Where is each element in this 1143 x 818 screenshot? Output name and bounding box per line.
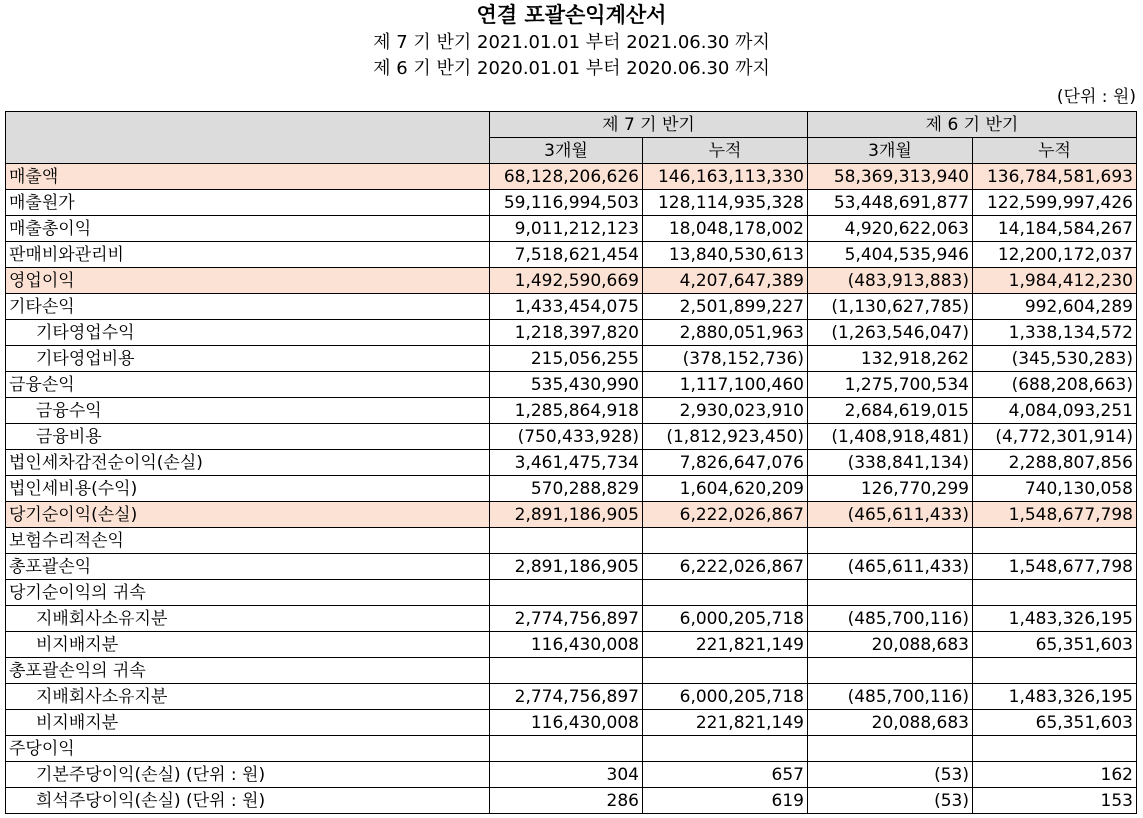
value-cell: 2,774,756,897	[490, 606, 643, 632]
row-label: 매출액	[6, 164, 490, 190]
value-cell: 304	[490, 762, 643, 788]
period-current: 제 7 기 반기 2021.01.01 부터 2021.06.30 까지	[373, 32, 770, 53]
value-cell: 1,285,864,918	[490, 398, 643, 424]
value-cell	[490, 528, 643, 554]
value-cell: (483,913,883)	[808, 268, 973, 294]
row-label: 주당이익	[6, 736, 490, 762]
header-cumulative-current: 누적	[643, 138, 808, 164]
value-cell: 6,222,026,867	[643, 502, 808, 528]
value-cell: 6,222,026,867	[643, 554, 808, 580]
value-cell: 215,056,255	[490, 346, 643, 372]
row-label: 금융수익	[6, 398, 490, 424]
value-cell: 20,088,683	[808, 632, 973, 658]
value-cell: 122,599,997,426	[973, 190, 1137, 216]
row-label: 당기순이익(손실)	[6, 502, 490, 528]
table-row	[6, 684, 1137, 710]
value-cell: (53)	[808, 788, 973, 814]
value-cell: 162	[973, 762, 1137, 788]
table-row	[6, 528, 1137, 554]
value-cell	[808, 580, 973, 606]
value-cell: 4,207,647,389	[643, 268, 808, 294]
row-label: 법인세차감전순이익(손실)	[6, 450, 490, 476]
table-row	[6, 346, 1137, 372]
table-row	[6, 320, 1137, 346]
value-cell: (1,812,923,450)	[643, 424, 808, 450]
table-row	[6, 268, 1137, 294]
table-row	[6, 450, 1137, 476]
row-label: 총포괄손익의 귀속	[6, 658, 490, 684]
value-cell: (688,208,663)	[973, 372, 1137, 398]
statement-title: 연결 포괄손익계산서	[476, 3, 667, 27]
value-cell: 7,518,621,454	[490, 242, 643, 268]
value-cell	[643, 580, 808, 606]
value-cell: 535,430,990	[490, 372, 643, 398]
row-label: 기타손익	[6, 294, 490, 320]
value-cell: 286	[490, 788, 643, 814]
value-cell: 1,338,134,572	[973, 320, 1137, 346]
value-cell	[808, 658, 973, 684]
table-row	[6, 788, 1137, 814]
value-cell: 128,114,935,328	[643, 190, 808, 216]
row-label: 지배회사소유지분	[6, 684, 490, 710]
row-label: 기본주당이익(손실) (단위 : 원)	[6, 762, 490, 788]
value-cell	[490, 736, 643, 762]
header-blank-cell	[6, 112, 490, 164]
value-cell: 5,404,535,946	[808, 242, 973, 268]
value-cell: 6,000,205,718	[643, 606, 808, 632]
value-cell	[643, 736, 808, 762]
value-cell: 1,275,700,534	[808, 372, 973, 398]
table-row	[6, 606, 1137, 632]
value-cell: 58,369,313,940	[808, 164, 973, 190]
table-row	[6, 502, 1137, 528]
value-cell: 1,604,620,209	[643, 476, 808, 502]
period-prior: 제 6 기 반기 2020.01.01 부터 2020.06.30 까지	[373, 58, 770, 79]
row-label: 매출총이익	[6, 216, 490, 242]
value-cell: 146,163,113,330	[643, 164, 808, 190]
header-period-current: 제 7 기 반기	[490, 112, 808, 138]
value-cell: 59,116,994,503	[490, 190, 643, 216]
value-cell: 1,433,454,075	[490, 294, 643, 320]
value-cell: 1,548,677,798	[973, 502, 1137, 528]
row-label: 금융손익	[6, 372, 490, 398]
value-cell: 2,930,023,910	[643, 398, 808, 424]
table-row	[6, 398, 1137, 424]
value-cell: 1,483,326,195	[973, 606, 1137, 632]
value-cell	[643, 528, 808, 554]
value-cell	[643, 658, 808, 684]
header-cumulative-prior: 누적	[973, 138, 1137, 164]
value-cell: 1,218,397,820	[490, 320, 643, 346]
row-label: 보험수리적손익	[6, 528, 490, 554]
value-cell: 126,770,299	[808, 476, 973, 502]
value-cell: 18,048,178,002	[643, 216, 808, 242]
value-cell: 1,548,677,798	[973, 554, 1137, 580]
row-label: 총포괄손익	[6, 554, 490, 580]
table-row	[6, 424, 1137, 450]
value-cell	[490, 580, 643, 606]
value-cell	[973, 580, 1137, 606]
table-row	[6, 580, 1137, 606]
value-cell: 2,774,756,897	[490, 684, 643, 710]
value-cell: 65,351,603	[973, 632, 1137, 658]
income-statement-table	[5, 111, 1137, 814]
table-row	[6, 554, 1137, 580]
value-cell: 2,891,186,905	[490, 502, 643, 528]
table-row	[6, 242, 1137, 268]
value-cell: (1,130,627,785)	[808, 294, 973, 320]
table-row	[6, 190, 1137, 216]
value-cell: 221,821,149	[643, 710, 808, 736]
value-cell: 3,461,475,734	[490, 450, 643, 476]
table-row	[6, 164, 1137, 190]
value-cell: (465,611,433)	[808, 502, 973, 528]
row-label: 당기순이익의 귀속	[6, 580, 490, 606]
value-cell: 1,984,412,230	[973, 268, 1137, 294]
value-cell: 132,918,262	[808, 346, 973, 372]
value-cell: (750,433,928)	[490, 424, 643, 450]
value-cell: 53,448,691,877	[808, 190, 973, 216]
value-cell: 68,128,206,626	[490, 164, 643, 190]
value-cell: (485,700,116)	[808, 606, 973, 632]
row-label: 영업이익	[6, 268, 490, 294]
table-row	[6, 736, 1137, 762]
table-row	[6, 216, 1137, 242]
value-cell: 6,000,205,718	[643, 684, 808, 710]
table-row	[6, 658, 1137, 684]
value-cell: 7,826,647,076	[643, 450, 808, 476]
row-label: 비지배지분	[6, 710, 490, 736]
value-cell: 221,821,149	[643, 632, 808, 658]
value-cell: 20,088,683	[808, 710, 973, 736]
value-cell: 992,604,289	[973, 294, 1137, 320]
value-cell: 657	[643, 762, 808, 788]
value-cell: 2,880,051,963	[643, 320, 808, 346]
table-row	[6, 710, 1137, 736]
value-cell: (378,152,736)	[643, 346, 808, 372]
value-cell	[973, 528, 1137, 554]
value-cell: 14,184,584,267	[973, 216, 1137, 242]
value-cell: 116,430,008	[490, 710, 643, 736]
row-label: 판매비와관리비	[6, 242, 490, 268]
value-cell: (1,408,918,481)	[808, 424, 973, 450]
value-cell	[808, 528, 973, 554]
value-cell: 12,200,172,037	[973, 242, 1137, 268]
value-cell: (465,611,433)	[808, 554, 973, 580]
header-3month-current: 3개월	[490, 138, 643, 164]
value-cell: 4,920,622,063	[808, 216, 973, 242]
row-label: 비지배지분	[6, 632, 490, 658]
value-cell: (4,772,301,914)	[973, 424, 1137, 450]
value-cell: 2,684,619,015	[808, 398, 973, 424]
value-cell: 13,840,530,613	[643, 242, 808, 268]
value-cell: (338,841,134)	[808, 450, 973, 476]
value-cell: 1,492,590,669	[490, 268, 643, 294]
value-cell: (485,700,116)	[808, 684, 973, 710]
value-cell: (345,530,283)	[973, 346, 1137, 372]
unit-label: (단위 : 원)	[1056, 87, 1136, 107]
table-row	[6, 372, 1137, 398]
value-cell: 116,430,008	[490, 632, 643, 658]
row-label: 금융비용	[6, 424, 490, 450]
value-cell: 9,011,212,123	[490, 216, 643, 242]
row-label: 기타영업수익	[6, 320, 490, 346]
row-label: 기타영업비용	[6, 346, 490, 372]
value-cell: 619	[643, 788, 808, 814]
value-cell: 740,130,058	[973, 476, 1137, 502]
value-cell: (53)	[808, 762, 973, 788]
value-cell: 1,483,326,195	[973, 684, 1137, 710]
row-label: 지배회사소유지분	[6, 606, 490, 632]
table-row	[6, 294, 1137, 320]
table-row	[6, 632, 1137, 658]
value-cell: 153	[973, 788, 1137, 814]
value-cell	[808, 736, 973, 762]
row-label: 매출원가	[6, 190, 490, 216]
value-cell: 65,351,603	[973, 710, 1137, 736]
value-cell: 4,084,093,251	[973, 398, 1137, 424]
table-row	[6, 476, 1137, 502]
value-cell: 2,501,899,227	[643, 294, 808, 320]
value-cell	[973, 658, 1137, 684]
value-cell: 1,117,100,460	[643, 372, 808, 398]
value-cell: 136,784,581,693	[973, 164, 1137, 190]
row-label: 법인세비용(수익)	[6, 476, 490, 502]
table-row	[6, 762, 1137, 788]
value-cell: 2,288,807,856	[973, 450, 1137, 476]
header-period-prior: 제 6 기 반기	[808, 112, 1137, 138]
row-label: 희석주당이익(손실) (단위 : 원)	[6, 788, 490, 814]
value-cell	[490, 658, 643, 684]
header-3month-prior: 3개월	[808, 138, 973, 164]
value-cell: (1,263,546,047)	[808, 320, 973, 346]
value-cell	[973, 736, 1137, 762]
header-row-periods	[6, 112, 1137, 138]
value-cell: 570,288,829	[490, 476, 643, 502]
value-cell: 2,891,186,905	[490, 554, 643, 580]
